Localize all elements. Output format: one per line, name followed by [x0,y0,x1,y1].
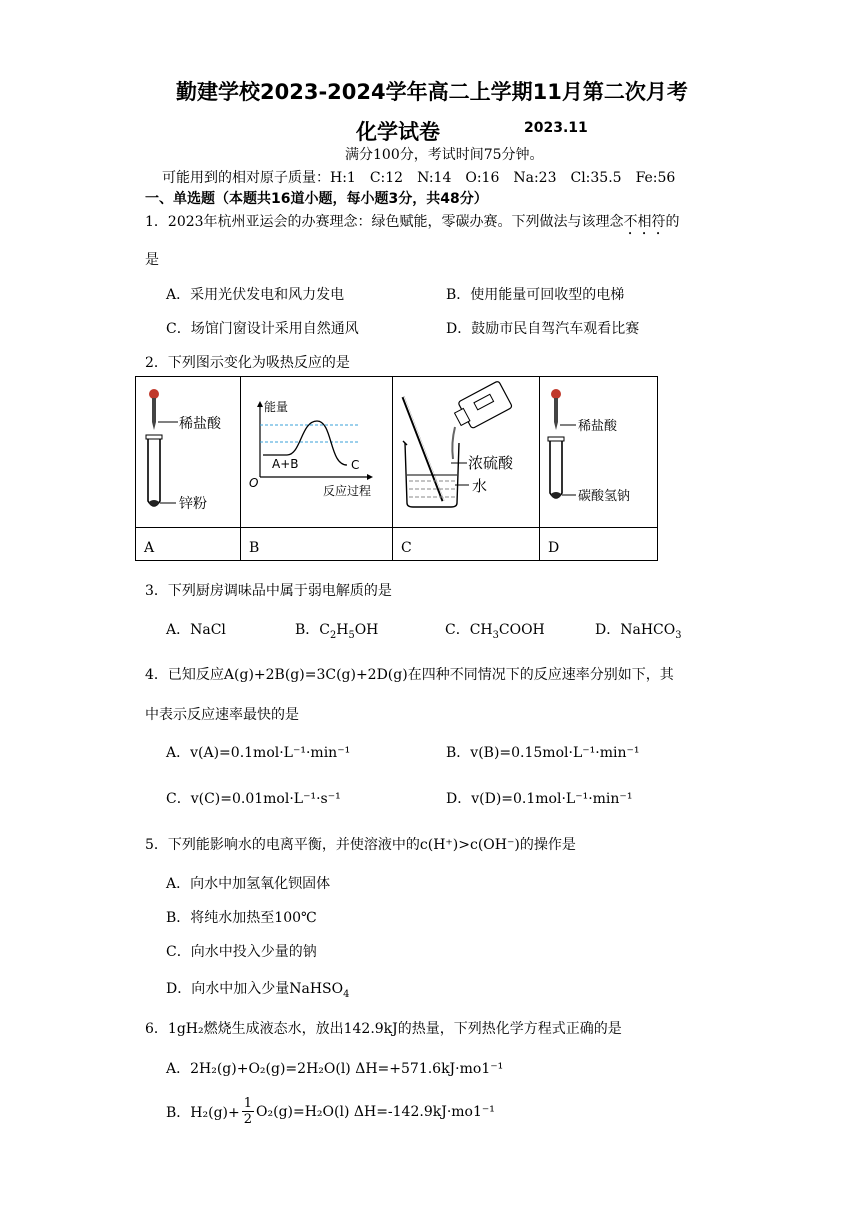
fig-c-cell [393,377,540,528]
q2-stem: 2．下列图示变化为吸热反应的是 [145,355,350,371]
fig-a-reagent-label: 稀盐酸 [179,416,221,432]
exam-title: 勤建学校2023-2024学年高二上学期11月第二次月考 [176,80,688,104]
fig-label-a: A [144,540,155,556]
q1-option-c: C．场馆门窗设计采用自然通风 [166,321,359,337]
q3-stem: 3．下列厨房调味品中属于弱电解质的是 [145,583,392,599]
fig-a-solid-label: 锌粉 [179,496,207,512]
q1-option-a: A．采用光伏发电和风力发电 [166,287,345,303]
fig-b-product: C [351,458,360,472]
q5-option-a: A．向水中加氢氧化钡固体 [166,876,331,892]
fig-label-c: C [401,540,412,556]
q1-option-d: D．鼓励市民自驾汽车观看比赛 [446,321,640,337]
fig-d-solid-label: 碳酸氢钠 [578,489,631,504]
fig-b-xlabel: 反应过程 [323,484,372,498]
q3-option-c: C．$CH_3COOH$ [445,622,545,641]
fig-c-acid-label: 浓硫酸 [468,454,514,472]
q6-stem: 6．1gH₂燃烧生成液态水，放出142.9kJ的热量，下列热化学方程式正确的是 [145,1021,622,1037]
q6-fraction: $\frac{1}{2}$ [243,1096,253,1127]
fig-b-origin: O [249,476,259,490]
q4-option-a: A．v(A)=0.1mol·L⁻¹·min⁻¹ [166,745,351,761]
q3-option-d: D．NaHCO$_3$ [595,622,682,641]
q6-option-a: A．2H₂(g)+O₂(g)=2H₂O(l) ΔH=+571.6kJ·mo1⁻¹ [166,1061,504,1077]
q1-stem-cont: 是 [145,252,159,268]
atomic-masses: 可能用到的相对原子质量：H:1 C:12 N:14 O:16 Na:23 Cl:35.5 Fe:56 [162,170,676,186]
q1-emphasis: 不相符 [623,214,666,230]
fig-b-reactant: A+B [272,457,299,471]
exam-info: 满分100分，考试时间75分钟。 [345,147,544,163]
q5-option-d: D．向水中加入少量NaHSO$_4$ [166,981,350,1000]
q5-option-c: C．向水中投入少量的钠 [166,944,317,960]
fig-label-b: B [249,540,260,556]
fig-a-cell [136,377,241,528]
fig-a-test-tube [136,377,240,523]
fig-d-test-tube [540,377,657,523]
exam-date: 2023.11 [524,120,588,136]
paper-subtitle: 化学试卷 [356,120,440,144]
section-heading: 一、单选题（本题共16道小题，每小题3分，共48分） [145,191,488,207]
fig-d-reagent-label: 稀盐酸 [578,419,618,434]
q6-option-b: B．H₂(g)+ $\frac{1}{2}$ O₂(g)=H₂O(l) ΔH=-142.9kJ·mo1⁻¹ [166,1096,495,1127]
q1-option-b: B．使用能量可回收型的电梯 [446,287,625,303]
fig-b-cell [241,377,393,528]
fig-b-ylabel: 能量 [264,400,289,414]
q5-stem: 5．下列能影响水的电离平衡，并使溶液中的c(H⁺)>c(OH⁻)的操作是 [145,837,576,853]
q4-stem: 4．已知反应A(g)+2B(g)=3C(g)+2D(g)在四种不同情况下的反应速率分别如下，其 [145,667,674,683]
q5-option-b: B．将纯水加热至100℃ [166,910,317,926]
q4-option-b: B．v(B)=0.15mol·L⁻¹·min⁻¹ [446,745,640,761]
q1-stem: 1．2023年杭州亚运会的办赛理念：绿色赋能，零碳办赛。下列做法与该理念不相符的 [145,214,680,230]
q3-option-a: A．NaCl [166,622,226,638]
q4-option-c: C．v(C)=0.01mol·L⁻¹·s⁻¹ [166,791,341,807]
fig-label-d: D [548,540,560,556]
fig-b-energy-diagram [241,377,392,523]
fig-c-water-label: 水 [472,477,488,495]
q4-option-d: D．v(D)=0.1mol·L⁻¹·min⁻¹ [446,791,633,807]
fig-c-dilution [393,377,539,523]
q2-figure-table [135,376,658,561]
q3-option-b: B．$C_2H_5OH$ [295,622,379,641]
q4-stem-cont: 中表示反应速率最快的是 [145,707,299,723]
fig-d-cell [540,377,658,528]
